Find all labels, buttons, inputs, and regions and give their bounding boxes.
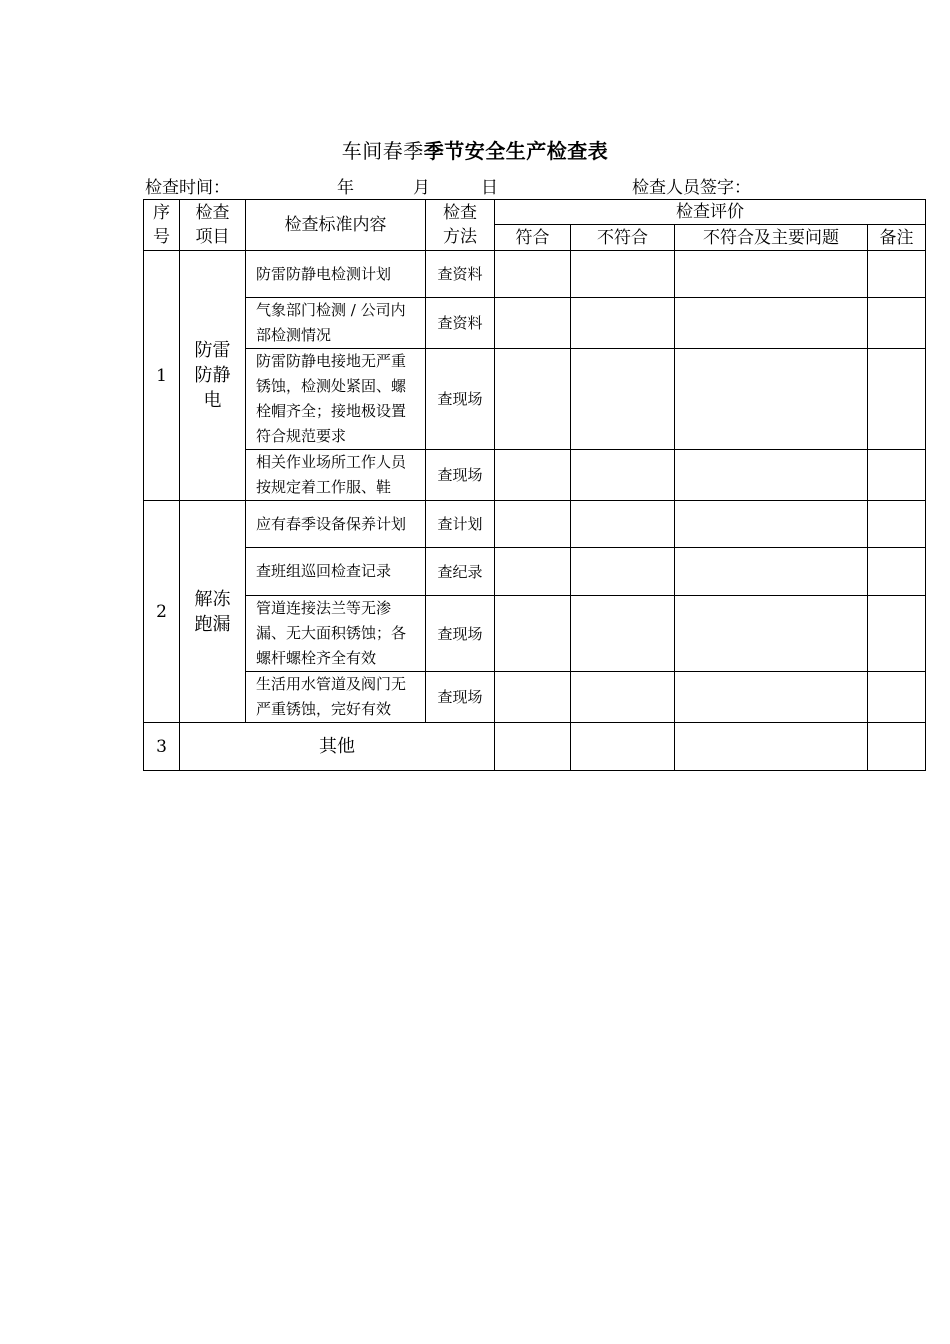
table-row-other (144, 723, 926, 771)
header-method: 检查方法 (426, 200, 495, 251)
day-label: 日 (481, 178, 498, 198)
table-row (144, 596, 926, 672)
header-nonconform: 不符合 (571, 225, 675, 251)
remarks-cell[interactable] (868, 298, 926, 349)
standard-cell: 查班组巡回检查记录 (246, 548, 426, 596)
problems-cell[interactable] (675, 450, 868, 501)
inspection-time-label: 检查时间： (145, 178, 230, 198)
remarks-cell[interactable] (868, 723, 926, 771)
table-row (144, 298, 926, 349)
inspection-table (143, 199, 926, 771)
group-item: 防雷防静电 (180, 251, 246, 501)
remarks-cell[interactable] (868, 450, 926, 501)
table-row (144, 349, 926, 450)
method-cell: 查资料 (426, 298, 495, 349)
standard-cell: 生活用水管道及阀门无严重锈蚀，完好有效 (246, 672, 426, 723)
problems-cell[interactable] (675, 298, 868, 349)
method-cell: 查现场 (426, 672, 495, 723)
problems-cell[interactable] (675, 251, 868, 298)
standard-cell: 防雷防静电接地无严重锈蚀，检测处紧固、螺栓帽齐全；接地极设置符合规范要求 (246, 349, 426, 450)
nonconform-cell[interactable] (571, 596, 675, 672)
method-cell: 查计划 (426, 501, 495, 548)
header-problems: 不符合及主要问题 (675, 225, 868, 251)
remarks-cell[interactable] (868, 548, 926, 596)
other-label: 其他 (180, 723, 495, 771)
title-regular: 车间春季 (341, 139, 424, 163)
nonconform-cell[interactable] (571, 349, 675, 450)
problems-cell[interactable] (675, 349, 868, 450)
standard-cell: 气象部门检测 / 公司内部检测情况 (246, 298, 426, 349)
problems-cell[interactable] (675, 501, 868, 548)
problems-cell[interactable] (675, 723, 868, 771)
title-bold: 季节安全生产检查表 (423, 139, 609, 163)
other-seq: 3 (144, 723, 180, 771)
inspection-info-row (145, 176, 935, 200)
standard-cell: 管道连接法兰等无渗漏、无大面积锈蚀；各螺杆螺栓齐全有效 (246, 596, 426, 672)
table-row (144, 548, 926, 596)
nonconform-cell[interactable] (571, 672, 675, 723)
table-row (144, 672, 926, 723)
remarks-cell[interactable] (868, 251, 926, 298)
header-seq: 序号 (144, 200, 180, 251)
conform-cell[interactable] (495, 298, 571, 349)
method-cell: 查现场 (426, 450, 495, 501)
remarks-cell[interactable] (868, 349, 926, 450)
remarks-cell[interactable] (868, 501, 926, 548)
header-standard: 检查标准内容 (246, 200, 426, 251)
header-remarks: 备注 (868, 225, 926, 251)
nonconform-cell[interactable] (571, 723, 675, 771)
year-label: 年 (337, 178, 354, 198)
nonconform-cell[interactable] (571, 501, 675, 548)
header-evaluation: 检查评价 (495, 200, 926, 225)
header-row-1 (144, 200, 926, 225)
method-cell: 查资料 (426, 251, 495, 298)
group-seq: 2 (144, 501, 180, 723)
problems-cell[interactable] (675, 548, 868, 596)
conform-cell[interactable] (495, 450, 571, 501)
method-cell: 查现场 (426, 596, 495, 672)
page-title (0, 136, 950, 166)
group-seq: 1 (144, 251, 180, 501)
standard-cell: 相关作业场所工作人员按规定着工作服、鞋 (246, 450, 426, 501)
table-row (144, 251, 926, 298)
method-cell: 查现场 (426, 349, 495, 450)
conform-cell[interactable] (495, 596, 571, 672)
problems-cell[interactable] (675, 596, 868, 672)
standard-cell: 应有春季设备保养计划 (246, 501, 426, 548)
conform-cell[interactable] (495, 548, 571, 596)
conform-cell[interactable] (495, 723, 571, 771)
header-item: 检查项目 (180, 200, 246, 251)
nonconform-cell[interactable] (571, 298, 675, 349)
group-item: 解冻跑漏 (180, 501, 246, 723)
remarks-cell[interactable] (868, 596, 926, 672)
remarks-cell[interactable] (868, 672, 926, 723)
nonconform-cell[interactable] (571, 251, 675, 298)
month-label: 月 (413, 178, 430, 198)
method-cell: 查纪录 (426, 548, 495, 596)
table-row (144, 450, 926, 501)
inspector-signature-label: 检查人员签字： (632, 178, 751, 198)
conform-cell[interactable] (495, 672, 571, 723)
nonconform-cell[interactable] (571, 548, 675, 596)
standard-cell: 防雷防静电检测计划 (246, 251, 426, 298)
conform-cell[interactable] (495, 251, 571, 298)
table-row (144, 501, 926, 548)
problems-cell[interactable] (675, 672, 868, 723)
conform-cell[interactable] (495, 349, 571, 450)
nonconform-cell[interactable] (571, 450, 675, 501)
conform-cell[interactable] (495, 501, 571, 548)
header-conform: 符合 (495, 225, 571, 251)
